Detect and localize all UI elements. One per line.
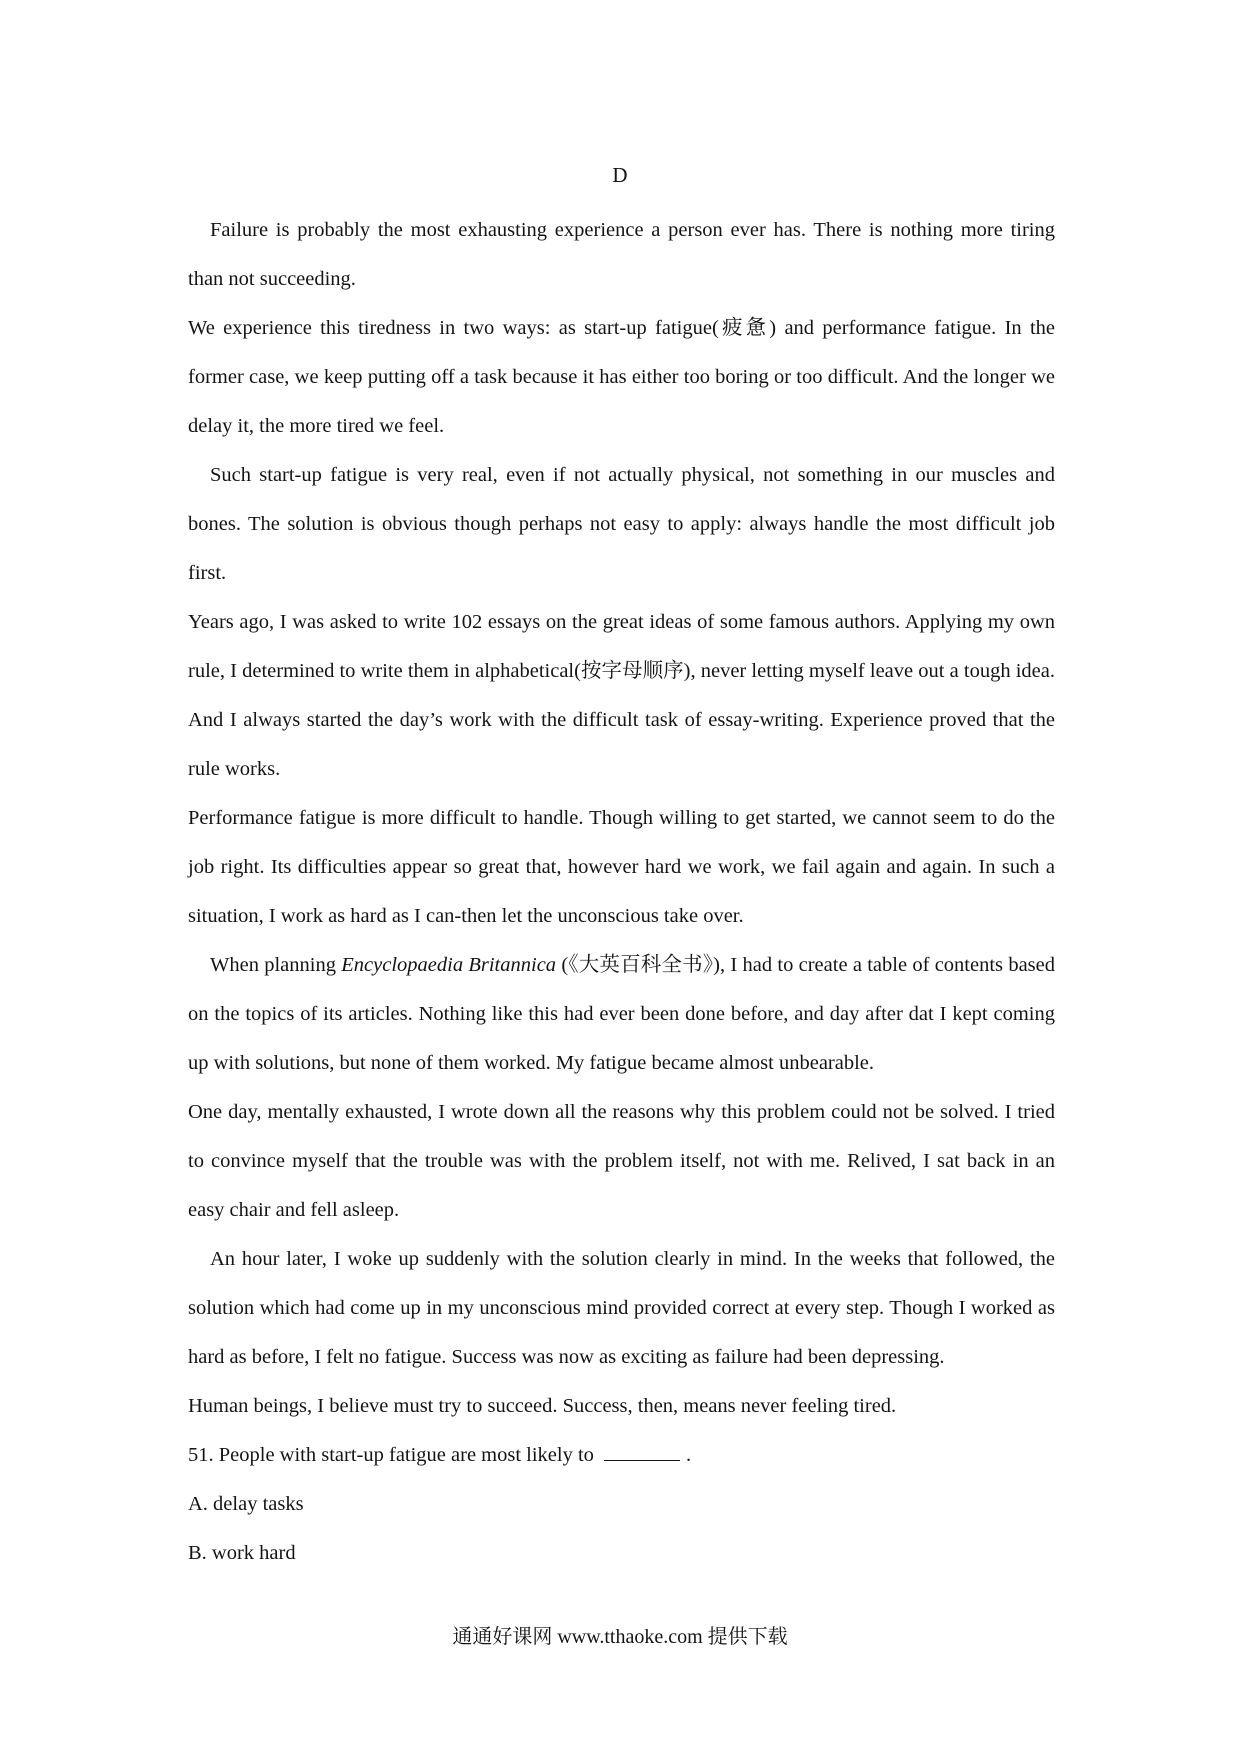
passage [188, 206, 1055, 1578]
paragraph-3: Such start-up fatigue is very real, even if not actually physical, not something in our muscles and bones. The solution is obvious though perhaps not easy to apply: always handle the most difficult job first. [188, 464, 1055, 584]
paragraph-9: Human beings, I believe must try to succeed. Success, then, means never feeling tired. [188, 1395, 897, 1417]
paragraph-6-start: When planning [210, 954, 342, 976]
option-a: A. delay tasks [188, 1493, 304, 1515]
paragraph-6-rest: (《大英百科全书》), I had to create a table of contents based on the topics of its articles. Nothing like this had ever been done before, and day after dat I kept coming up with solutions, but none of them worked. My fatigue became almost unbearable. [188, 954, 1055, 1074]
answer-blank [604, 1442, 680, 1461]
question-stem: 51. People with start-up fatigue are most likely to [188, 1444, 594, 1466]
paragraph-6 [188, 941, 1055, 1088]
paragraph-8: An hour later, I woke up suddenly with the solution clearly in mind. In the weeks that followed, the solution which had come up in my unconscious mind provided correct at every step. Though I worked as hard as before, I felt no fatigue. Success was now as exciting as failure had been depressing. [188, 1248, 1055, 1368]
question-end-mark: . [685, 1444, 692, 1466]
book-title: Encyclopaedia Britannica [341, 954, 557, 976]
footer-credit: 通通好课网 www.tthaoke.com 提供下载 [452, 1626, 788, 1648]
paragraph-2: We experience this tiredness in two ways: as start-up fatigue(疲惫) and performance fatigue. In the former case, we keep putting off a task because it has either too boring or too difficult. And the longer we delay it, the more tired we feel. [188, 317, 1055, 437]
section-label: D [612, 163, 628, 187]
paragraph-5: Performance fatigue is more difficult to handle. Though willing to get started, we cannot seem to do the job right. Its difficulties appear so great that, however hard we work, we fail again and again. In such a situation, I work as hard as I can-then let the unconscious take over. [188, 807, 1055, 927]
paragraph-7: One day, mentally exhausted, I wrote down all the reasons why this problem could not be solved. I tried to convince myself that the trouble was with the problem itself, not with me. Relived, I sat back in an easy chair and fell asleep. [188, 1101, 1055, 1221]
paragraph-4: Years ago, I was asked to write 102 essays on the great ideas of some famous authors. Applying my own rule, I determined to write them in alphabetical(按字母顺序), never letting myself leave out a tough idea. And I always started the day’s work with the difficult task of essay-writing. Experience proved that the rule works. [188, 611, 1055, 780]
paragraph-1: Failure is probably the most exhausting experience a person ever has. There is nothing more tiring than not succeeding. [188, 219, 1055, 290]
question-51 [188, 1431, 1055, 1480]
option-b: B. work hard [188, 1542, 296, 1564]
